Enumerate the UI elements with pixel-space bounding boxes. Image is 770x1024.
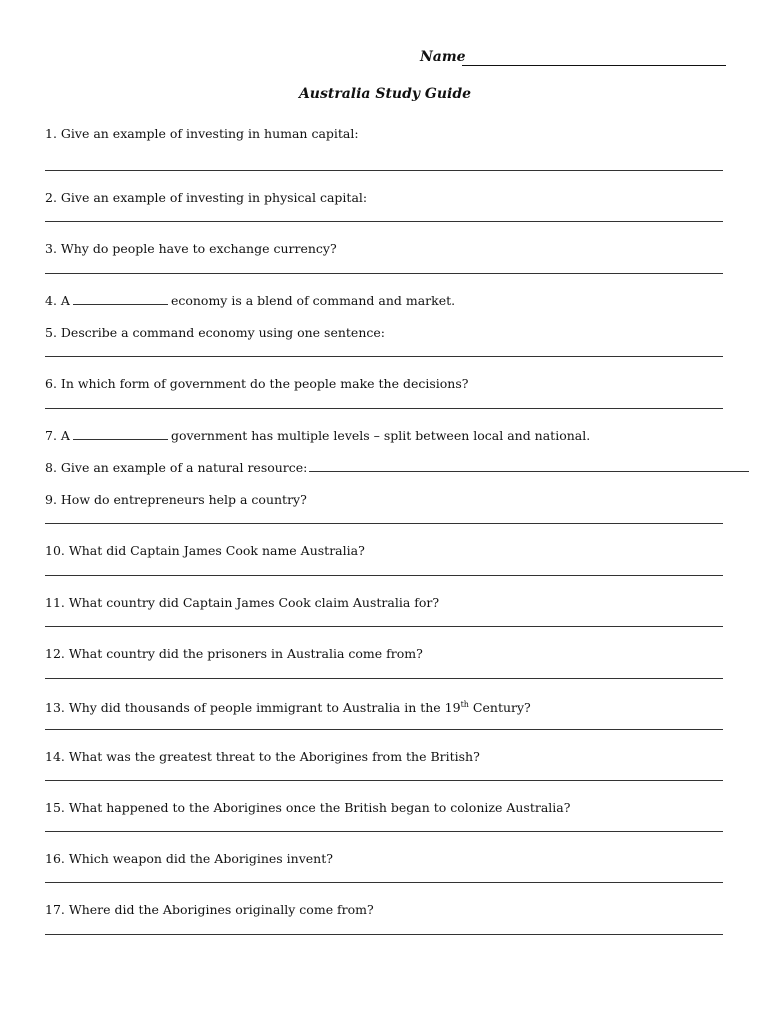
question-13-start: 13. Why did thousands of people immigrant to Australia in the 19 [45,700,461,716]
question-12: 12. What country did the prisoners in Australia come from? [45,646,423,661]
answer-line-15[interactable] [45,831,723,832]
answer-line-2[interactable] [45,221,723,222]
fill-line-8[interactable] [309,461,749,472]
question-4-start: 4. A [45,293,70,308]
answer-line-3[interactable] [45,273,723,274]
answer-line-10[interactable] [45,575,723,576]
question-8 [45,460,749,476]
name-field[interactable] [420,46,726,66]
page-title: Australia Study Guide [298,86,472,102]
question-4 [45,293,455,309]
question-14: 14. What was the greatest threat to the Aborigines from the British? [45,749,480,764]
question-2: 2. Give an example of investing in physical capital: [45,190,368,205]
question-13 [45,697,531,716]
question-5: 5. Describe a command economy using one sentence: [45,325,385,340]
fill-blank-4[interactable] [73,294,168,305]
fill-blank-7[interactable] [73,429,168,440]
answer-line-6[interactable] [45,408,723,409]
answer-line-12[interactable] [45,678,723,679]
question-11: 11. What country did Captain James Cook claim Australia for? [45,595,440,610]
answer-line-13[interactable] [45,729,723,730]
answer-line-9[interactable] [45,523,723,524]
question-3: 3. Why do people have to exchange currency? [45,241,337,256]
answer-line-5[interactable] [45,356,723,357]
question-17: 17. Where did the Aborigines originally come from? [45,902,374,917]
question-7-end: government has multiple levels – split between local and national. [170,428,591,443]
question-6: 6. In which form of government do the people make the decisions? [45,376,469,391]
answer-line-16[interactable] [45,882,723,883]
name-label: Name [420,49,466,65]
question-16: 16. Which weapon did the Aborigines invent? [45,851,333,866]
answer-line-17[interactable] [45,934,723,935]
question-1: 1. Give an example of investing in human capital: [45,126,359,141]
question-8-text: 8. Give an example of a natural resource: [45,460,308,475]
question-13-end: Century? [468,700,531,716]
answer-line-14[interactable] [45,780,723,781]
answer-line-1[interactable] [45,170,723,171]
question-7-start: 7. A [45,428,70,443]
question-13-sup: th [460,700,469,709]
question-7 [45,428,590,444]
question-15: 15. What happened to the Aborigines once the British began to colonize Australia? [45,800,571,815]
answer-line-11[interactable] [45,626,723,627]
question-4-end: economy is a blend of command and market. [170,293,456,308]
question-9: 9. How do entrepreneurs help a country? [45,492,307,507]
name-answer-line[interactable] [462,65,726,66]
question-10: 10. What did Captain James Cook name Australia? [45,543,365,558]
